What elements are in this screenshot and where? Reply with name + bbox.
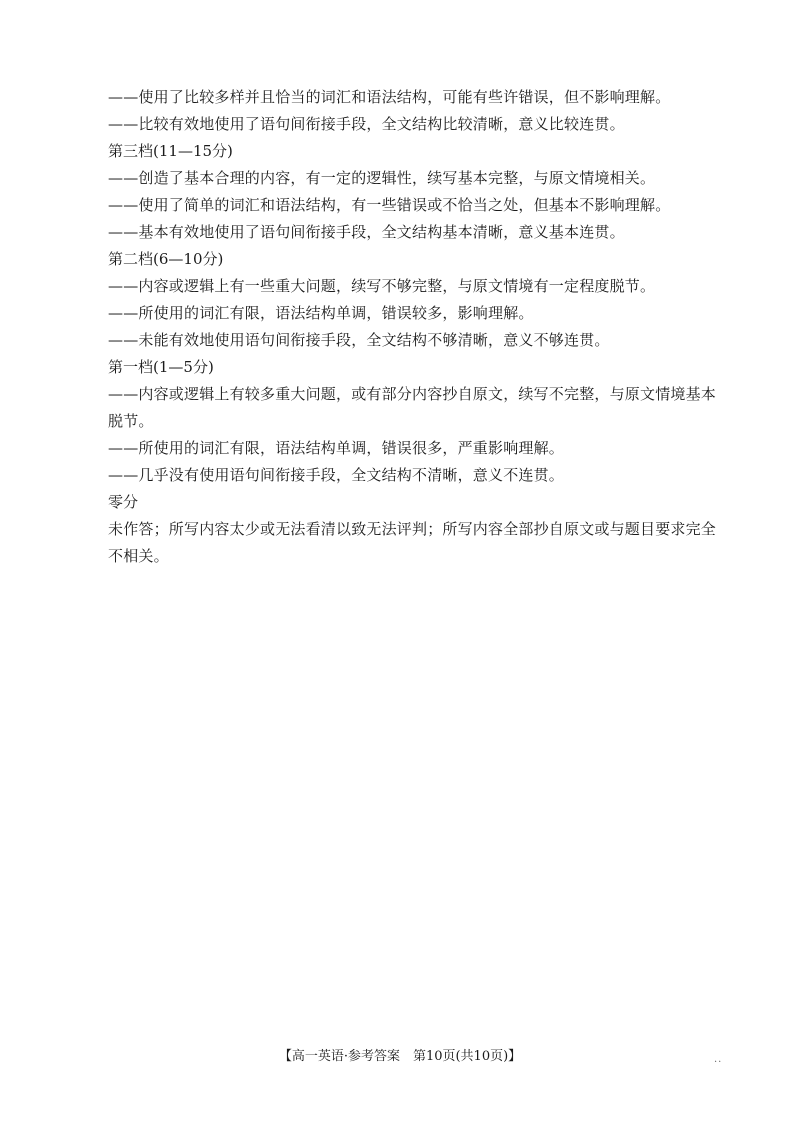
criteria-line: ——未能有效地使用语句间衔接手段，全文结构不够清晰，意义不够连贯。 bbox=[108, 331, 610, 349]
criteria-line: ——所使用的词汇有限，语法结构单调，错误很多，严重影响理解。 bbox=[108, 439, 565, 457]
criteria-line: ——所使用的词汇有限，语法结构单调，错误较多，影响理解。 bbox=[108, 304, 534, 322]
criteria-line: ——使用了比较多样并且恰当的词汇和语法结构，可能有些许错误，但不影响理解。 bbox=[108, 88, 671, 106]
criteria-line: ——内容或逻辑上有较多重大问题，或有部分内容抄自原文，续写不完整，与原文情境基本脱节。 bbox=[108, 385, 717, 430]
page-footer: 【高一英语·参考答案 第10页(共10页)】 bbox=[278, 1049, 522, 1064]
level-heading-2: 第二档(6—10分) bbox=[108, 250, 224, 268]
criteria-line: ——创造了基本合理的内容，有一定的逻辑性，续写基本完整，与原文情境相关。 bbox=[108, 169, 656, 187]
criteria-line: 未作答；所写内容太少或无法看清以致无法评判；所写内容全部抄自原文或与题目要求完全不相关。 bbox=[108, 520, 717, 565]
criteria-line: ——基本有效地使用了语句间衔接手段，全文结构基本清晰，意义基本连贯。 bbox=[108, 223, 625, 241]
grading-criteria bbox=[108, 84, 726, 570]
criteria-line: ——使用了简单的词汇和语法结构，有一些错误或不恰当之处，但基本不影响理解。 bbox=[108, 196, 671, 214]
criteria-line: ——内容或逻辑上有一些重大问题，续写不够完整，与原文情境有一定程度脱节。 bbox=[108, 277, 656, 295]
level-heading-3: 第三档(11—15分) bbox=[108, 142, 233, 160]
corner-mark: .. bbox=[714, 1054, 723, 1065]
criteria-line: ——几乎没有使用语句间衔接手段，全文结构不清晰，意义不连贯。 bbox=[108, 466, 565, 484]
level-heading-0: 零分 bbox=[108, 493, 139, 511]
criteria-line: ——比较有效地使用了语句间衔接手段，全文结构比较清晰，意义比较连贯。 bbox=[108, 115, 625, 133]
level-heading-1: 第一档(1—5分) bbox=[108, 358, 214, 376]
